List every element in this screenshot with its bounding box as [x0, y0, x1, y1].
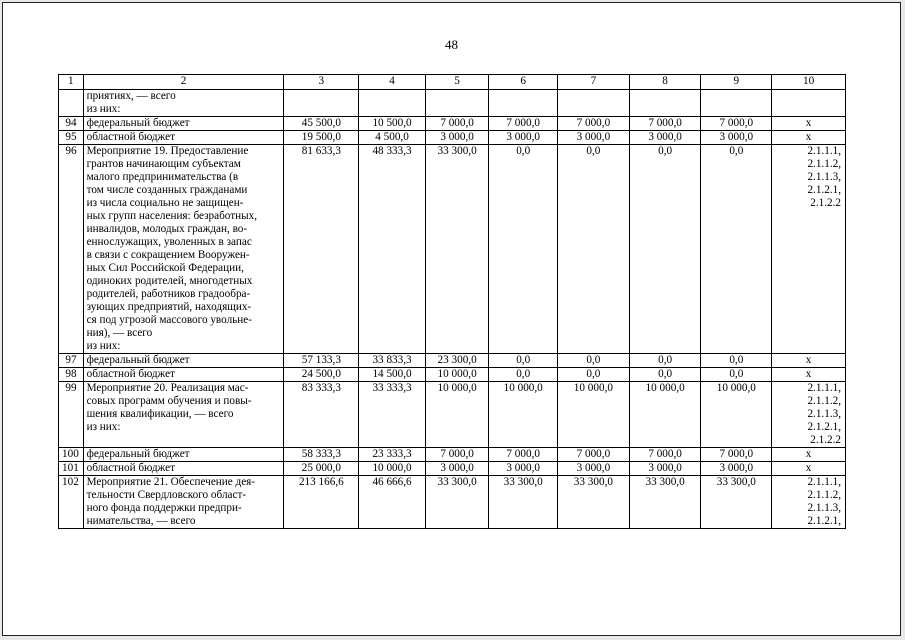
table-row [59, 354, 846, 368]
target-indicator: 2.1.1.1, [807, 145, 841, 157]
amount-cell: 33 300,0 [489, 476, 558, 529]
row-number: 100 [59, 448, 84, 462]
row-name-cell [83, 476, 284, 529]
amount-cell: 14 500,0 [359, 368, 426, 382]
amount-cell: 3 000,0 [489, 462, 558, 476]
amount-cell: 3 000,0 [701, 131, 772, 145]
amount-cell: 23 300,0 [425, 354, 489, 368]
amount-cell [359, 90, 426, 117]
row-name-cell [83, 90, 284, 117]
amount-cell [701, 90, 772, 117]
row-name-line: в связи с сокращением Вооружен- [86, 249, 250, 261]
amount-cell: 33 300,0 [629, 476, 701, 529]
row-name-line: ных групп населения: безработных, [86, 210, 258, 222]
amount-cell: 10 000,0 [489, 382, 558, 448]
amount-cell: 19 500,0 [284, 131, 359, 145]
document-page [2, 2, 901, 636]
row-name-line: из числа социально не защищен- [86, 197, 244, 209]
target-indicator: х [805, 354, 812, 366]
amount-cell: 0,0 [629, 145, 701, 354]
target-indicator: 2.1.2.2 [810, 197, 841, 209]
amount-cell: 81 633,3 [284, 145, 359, 354]
amount-cell: 0,0 [701, 368, 772, 382]
amount-cell: 57 133,3 [284, 354, 359, 368]
target-indicator: х [805, 131, 812, 143]
amount-cell: 7 000,0 [629, 448, 701, 462]
row-name-line: родителей, работников градообра- [86, 288, 251, 300]
amount-cell: 10 000,0 [425, 368, 489, 382]
row-name-cell [83, 131, 284, 145]
target-indicator: 2.1.2.2 [810, 434, 841, 446]
row-name-line: федеральный бюджет [86, 354, 190, 366]
amount-cell: 213 166,6 [284, 476, 359, 529]
row-name-line: одиноких родителей, многодетных [86, 275, 253, 287]
row-name-line: нимательства, — всего [86, 515, 196, 527]
column-header: 5 [425, 75, 489, 90]
table-row [59, 117, 846, 131]
amount-cell: 33 333,3 [359, 382, 426, 448]
amount-cell: 10 500,0 [359, 117, 426, 131]
row-name-cell [83, 354, 284, 368]
row-number: 98 [59, 368, 84, 382]
table-row [59, 448, 846, 462]
row-name-line: том числе созданных гражданами [86, 184, 248, 196]
target-indicators-cell [772, 354, 846, 368]
table-row [59, 368, 846, 382]
amount-cell: 3 000,0 [558, 462, 630, 476]
target-indicators-cell [772, 476, 846, 529]
row-name-line: инвалидов, молодых граждан, во- [86, 223, 248, 235]
amount-cell: 3 000,0 [558, 131, 630, 145]
row-name-line: ного фонда поддержки предпри- [86, 502, 242, 514]
row-number: 94 [59, 117, 84, 131]
amount-cell: 7 000,0 [425, 117, 489, 131]
row-name-line: из них: [86, 421, 121, 433]
amount-cell: 25 000,0 [284, 462, 359, 476]
amount-cell: 3 000,0 [629, 131, 701, 145]
amount-cell: 3 000,0 [701, 462, 772, 476]
table-header-row [59, 75, 846, 90]
amount-cell: 33 300,0 [425, 145, 489, 354]
amount-cell: 7 000,0 [489, 448, 558, 462]
target-indicators-cell [772, 462, 846, 476]
target-indicator: х [805, 448, 812, 460]
target-indicator: 2.1.1.3, [807, 171, 841, 183]
row-name-line: Мероприятие 21. Обеспечение дея- [86, 476, 256, 488]
amount-cell: 0,0 [558, 354, 630, 368]
row-name-line: федеральный бюджет [86, 117, 190, 129]
target-indicator: х [805, 117, 812, 129]
row-name-line: тельности Свердловского област- [86, 489, 247, 501]
amount-cell: 10 000,0 [629, 382, 701, 448]
target-indicators-cell [772, 117, 846, 131]
target-indicator: х [805, 368, 812, 380]
amount-cell: 33 300,0 [425, 476, 489, 529]
amount-cell: 0,0 [489, 354, 558, 368]
column-header: 4 [359, 75, 426, 90]
row-name-line: ния), — всего [86, 327, 153, 339]
row-name-line: грантов начинающим субъектам [86, 158, 241, 170]
amount-cell: 7 000,0 [558, 448, 630, 462]
row-number [59, 90, 84, 117]
column-header: 1 [59, 75, 84, 90]
amount-cell: 7 000,0 [558, 117, 630, 131]
amount-cell: 0,0 [489, 145, 558, 354]
row-name-cell [83, 462, 284, 476]
amount-cell: 0,0 [701, 145, 772, 354]
table-row [59, 382, 846, 448]
row-name-line: из них: [86, 103, 121, 115]
amount-cell: 83 333,3 [284, 382, 359, 448]
amount-cell: 33 300,0 [558, 476, 630, 529]
target-indicator: 2.1.1.2, [807, 158, 841, 170]
amount-cell [558, 90, 630, 117]
amount-cell: 24 500,0 [284, 368, 359, 382]
column-header: 10 [772, 75, 846, 90]
table-row [59, 90, 846, 117]
column-header: 6 [489, 75, 558, 90]
amount-cell: 3 000,0 [629, 462, 701, 476]
row-name-line: федеральный бюджет [86, 448, 190, 460]
amount-cell: 0,0 [558, 145, 630, 354]
amount-cell [629, 90, 701, 117]
amount-cell: 33 300,0 [701, 476, 772, 529]
column-header: 3 [284, 75, 359, 90]
target-indicator: 2.1.1.2, [807, 395, 841, 407]
amount-cell: 3 000,0 [489, 131, 558, 145]
target-indicators-cell [772, 131, 846, 145]
amount-cell [489, 90, 558, 117]
amount-cell: 4 500,0 [359, 131, 426, 145]
amount-cell: 0,0 [558, 368, 630, 382]
amount-cell: 7 000,0 [701, 448, 772, 462]
row-name-line: приятиях, — всего [86, 90, 176, 102]
amount-cell: 7 000,0 [701, 117, 772, 131]
amount-cell: 33 833,3 [359, 354, 426, 368]
target-indicators-cell [772, 448, 846, 462]
amount-cell: 10 000,0 [701, 382, 772, 448]
target-indicators-cell [772, 145, 846, 354]
target-indicator: х [805, 462, 812, 474]
amount-cell: 0,0 [701, 354, 772, 368]
target-indicators-cell [772, 382, 846, 448]
amount-cell: 0,0 [489, 368, 558, 382]
row-number: 99 [59, 382, 84, 448]
amount-cell: 10 000,0 [558, 382, 630, 448]
row-name-line: совых программ обучения и повы- [86, 395, 252, 407]
row-name-line: областной бюджет [86, 131, 175, 143]
column-header: 7 [558, 75, 630, 90]
row-name-cell [83, 368, 284, 382]
amount-cell: 0,0 [629, 354, 701, 368]
row-number: 102 [59, 476, 84, 529]
table-row [59, 462, 846, 476]
row-name-cell [83, 448, 284, 462]
amount-cell: 0,0 [629, 368, 701, 382]
row-name-line: малого предпринимательства (в [86, 171, 239, 183]
row-number: 95 [59, 131, 84, 145]
target-indicator: 2.1.1.1, [807, 382, 841, 394]
target-indicator: 2.1.2.1, [807, 184, 841, 196]
target-indicator: 2.1.1.3, [807, 408, 841, 420]
table-row [59, 145, 846, 354]
amount-cell: 7 000,0 [425, 448, 489, 462]
row-name-line: зующих предприятий, находящих- [86, 301, 252, 313]
amount-cell: 7 000,0 [489, 117, 558, 131]
amount-cell: 10 000,0 [359, 462, 426, 476]
amount-cell: 3 000,0 [425, 131, 489, 145]
amount-cell: 45 500,0 [284, 117, 359, 131]
row-name-cell [83, 117, 284, 131]
row-name-cell [83, 145, 284, 354]
amount-cell: 10 000,0 [425, 382, 489, 448]
amount-cell: 3 000,0 [425, 462, 489, 476]
amount-cell: 7 000,0 [629, 117, 701, 131]
target-indicator: 2.1.1.1, [807, 476, 841, 488]
row-name-line: ся под угрозой массового увольне- [86, 314, 252, 326]
amount-cell [284, 90, 359, 117]
column-header: 8 [629, 75, 701, 90]
row-number: 97 [59, 354, 84, 368]
amount-cell [425, 90, 489, 117]
row-name-line: Мероприятие 20. Реализация мас- [86, 382, 249, 394]
amount-cell: 48 333,3 [359, 145, 426, 354]
row-number: 96 [59, 145, 84, 354]
target-indicators-cell [772, 368, 846, 382]
amount-cell: 58 333,3 [284, 448, 359, 462]
row-name-line: областной бюджет [86, 462, 175, 474]
table-row [59, 131, 846, 145]
row-name-line: шения квалификации, — всего [86, 408, 234, 420]
row-name-line: Мероприятие 19. Предоставление [86, 145, 249, 157]
amount-cell: 23 333,3 [359, 448, 426, 462]
row-name-line: областной бюджет [86, 368, 175, 380]
page-number: 48 [445, 37, 458, 52]
table-row [59, 476, 846, 529]
target-indicators-cell [772, 90, 846, 117]
budget-table [58, 74, 846, 529]
column-header: 2 [83, 75, 284, 90]
target-indicator: 2.1.2.1, [807, 421, 841, 433]
target-indicator: 2.1.2.1, [807, 515, 841, 527]
row-name-line: еннослужащих, уволенных в запас [86, 236, 252, 248]
row-name-cell [83, 382, 284, 448]
row-number: 101 [59, 462, 84, 476]
row-name-line: ных Сил Российской Федерации, [86, 262, 244, 274]
target-indicator: 2.1.1.2, [807, 489, 841, 501]
column-header: 9 [701, 75, 772, 90]
row-name-line: из них: [86, 340, 121, 352]
amount-cell: 46 666,6 [359, 476, 426, 529]
target-indicator: 2.1.1.3, [807, 502, 841, 514]
